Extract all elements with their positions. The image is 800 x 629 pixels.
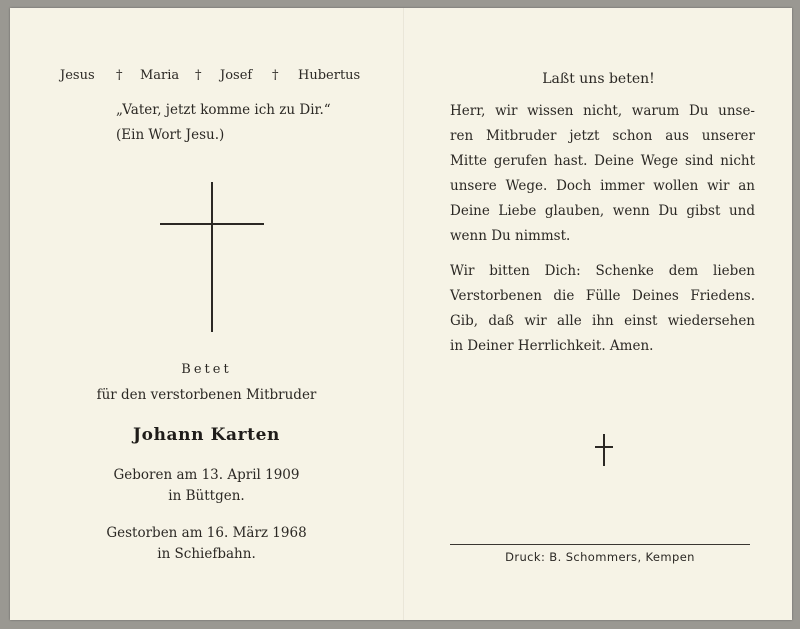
prayer-line: ren Mitbruder jetzt schon aus unserer xyxy=(450,128,755,144)
betet-heading: Betet xyxy=(181,362,232,377)
right-panel xyxy=(405,8,792,620)
saint-maria: Maria xyxy=(140,68,180,83)
printer-credit: Druck: B. Schommers, Kempen xyxy=(505,550,695,564)
prayer-line: in Deiner Herrlichkeit. Amen. xyxy=(450,338,654,354)
saint-josef: Josef xyxy=(220,68,253,83)
prayer-line: Wir bitten Dich: Schenke dem lieben xyxy=(450,263,755,279)
prayer-paragraph-2 xyxy=(450,259,755,359)
prayer-heading: Laßt uns beten! xyxy=(542,71,655,87)
left-panel xyxy=(10,8,403,620)
death-date: Gestorben am 16. März 1968 xyxy=(106,525,307,541)
divider xyxy=(450,544,750,545)
prayer-line: Gib, daß wir alle ihn einst wiedersehen xyxy=(450,313,755,329)
saint-hubertus: Hubertus xyxy=(298,68,361,83)
birth-date: Geboren am 13. April 1909 xyxy=(113,467,300,483)
quote-source: (Ein Wort Jesu.) xyxy=(116,127,225,143)
small-cross-icon xyxy=(593,434,615,466)
prayer-line: Verstorbenen die Fülle Deines Friedens. xyxy=(450,288,755,304)
saint-jesus: Jesus xyxy=(60,68,95,83)
prayer-line: unsere Wege. Doch immer wollen wir an xyxy=(450,178,755,194)
dedication-line: für den verstorbenen Mitbruder xyxy=(96,387,317,403)
cross-separator: † xyxy=(116,68,123,83)
prayer-line: wenn Du nimmst. xyxy=(450,228,571,244)
prayer-line: Herr, wir wissen nicht, warum Du unse- xyxy=(450,103,755,119)
cross-separator: † xyxy=(272,68,279,83)
memorial-card xyxy=(10,8,792,620)
deceased-name: Johann Karten xyxy=(133,425,280,445)
saints-line xyxy=(10,68,403,88)
quote-line: „Vater, jetzt komme ich zu Dir.“ xyxy=(116,102,331,118)
prayer-line: Mitte gerufen hast. Deine Wege sind nicht xyxy=(450,153,755,169)
prayer-line: Deine Liebe glauben, wenn Du gibst und xyxy=(450,203,755,219)
cross-separator: † xyxy=(195,68,202,83)
cross-icon xyxy=(160,182,264,332)
death-place: in Schiefbahn. xyxy=(157,546,256,562)
birth-place: in Büttgen. xyxy=(168,488,245,504)
prayer-paragraph-1 xyxy=(450,99,755,249)
